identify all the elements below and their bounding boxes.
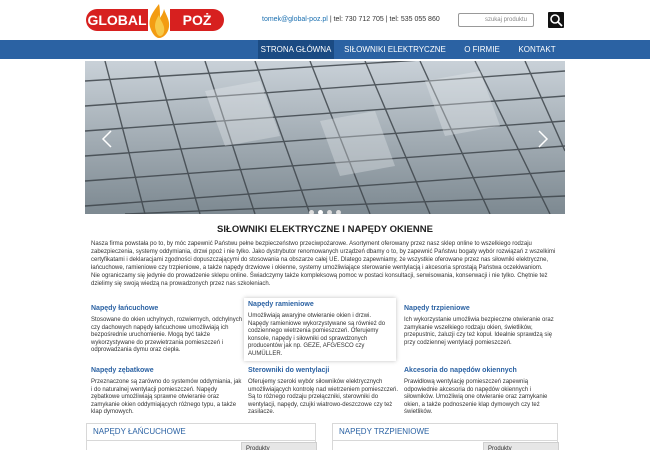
slider-dot[interactable]: [327, 210, 332, 214]
intro-paragraph: Nasza firma powstała po to, by móc zapewnić Państwu pełne bezpieczeństwo przeciwpożarowe. Asortyment oferowany przez nasz sklep online to wszelkiego rodzaju zabezpieczenia, systemy oddymiania, drzwi ppoż i nie tylko. Jako dystrybutor renomowanych urządzeń dbamy o to, by zapewnić Państwu bogaty wybór rozwiązań z wszelkimi certyfikatami i deklaracjami zgodności dopuszczającymi do stosowania na obszarze całej UE. Dlatego zapewniamy, że wszystkie oferowane przez nas siłowniki elektryczne, łańcuchowe, ramieniowe czy trzpieniowe, a także napędy drzwiowe i okienne, systemy umożliwiające sterowanie wentylacją i akcesoria sprostają Państwa oczekiwaniom.: [91, 241, 556, 272]
feature-title[interactable]: Napędy łańcuchowe: [91, 305, 159, 312]
panel-spindle-drives: [332, 423, 558, 450]
contact-line: [262, 16, 440, 23]
phone-1: | tel: 730 712 705 |: [329, 16, 388, 23]
panel-chain-drives: [86, 423, 316, 450]
feature-accessories: [404, 366, 556, 417]
feature-title[interactable]: Sterowniki do wentylacji: [248, 367, 330, 374]
feature-title[interactable]: Napędy zębatkowe: [91, 367, 154, 374]
feature-text: Oferujemy szeroki wybór siłowników elektrycznych umożliwiających kontrolę nad wietrzeniem pomieszczeń. Są to różnego rodzaju przełączniki, sterowniki do wentylacji, napędy, czujki wiatrowo-deszczowe czy też zasilacze.: [248, 379, 399, 416]
feature-text: Ich wykorzystanie umożliwia bezpieczne otwieranie oraz zamykanie wszelkiego rodzaju okien, świetlików, przepustnic, żaluzji czy też kopuł. Idealnie sprawdzą się przy codziennej wentylacji pomieszczeń.: [404, 317, 554, 346]
slider-dot[interactable]: [336, 210, 341, 214]
main-nav: [0, 40, 650, 59]
panel-title[interactable]: NAPĘDY TRZPIENIOWE: [339, 427, 430, 436]
feature-title[interactable]: Napędy ramieniowe: [248, 301, 314, 308]
feature-text: Umożliwiają awaryjne otwieranie okien i drzwi. Napędy ramieniowe wykorzystywane są również do codziennego wietrzenia pomieszczeń. Oferujemy konsole, napędy i siłowniki od sprawdzonych producentów jak np. GEZE, AFG/ESCO czy AUMÜLLER.: [248, 313, 386, 357]
slider-dot-active[interactable]: [318, 210, 323, 214]
nav-item-about[interactable]: O FIRMIE: [464, 45, 500, 54]
page-title: SIŁOWNIKI ELEKTRYCZNE I NAPĘDY OKIENNE: [217, 224, 433, 235]
nav-item-actuators[interactable]: SIŁOWNIKI ELEKTRYCZNE: [344, 45, 446, 54]
slider-dots: [85, 202, 565, 210]
feature-arm-drives: [244, 298, 396, 361]
products-tab[interactable]: Produkty: [241, 442, 317, 450]
feature-spindle-drives: [404, 304, 556, 347]
divider: [333, 440, 557, 441]
logo[interactable]: [86, 3, 224, 35]
logo-text-right: POŻ: [170, 9, 224, 31]
feature-chain-drives: [91, 304, 243, 355]
feature-title[interactable]: Napędy trzpieniowe: [404, 305, 470, 312]
intro-text: [91, 240, 557, 289]
slider-next-arrow[interactable]: [537, 129, 549, 149]
feature-ventilation-controllers: [248, 366, 400, 417]
divider: [87, 440, 315, 441]
feature-rack-drives: [91, 366, 243, 417]
header: [0, 0, 650, 40]
phone-2: tel: 535 055 860: [389, 16, 440, 23]
image-slider[interactable]: [85, 61, 565, 214]
search-button[interactable]: [548, 12, 564, 28]
nav-item-home[interactable]: STRONA GŁÓWNA: [258, 40, 334, 59]
intro-paragraph: Nie ograniczamy się jedynie do prowadzenie sklepu online. Świadczymy także kompleksową pomoc w postaci konsultacji, serwisowania, konserwacji i nie tylko. Chętnie też dzielimy się swoją wiedzą na prowadzonych przez nas szkoleniach.: [91, 273, 548, 288]
slider-dot[interactable]: [309, 210, 314, 214]
slider-image: [85, 61, 565, 214]
feature-text: Prawidłową wentylację pomieszczeń zapewnią odpowiednie akcesoria do napędów okiennych i siłowników. Umożliwią one otwieranie oraz zamykanie okien, a także podnoszenie klap dymowych czy też świetlików.: [404, 379, 548, 416]
panel-title[interactable]: NAPĘDY ŁAŃCUCHOWE: [93, 427, 186, 436]
feature-title[interactable]: Akcesoria do napędów okiennych: [404, 367, 517, 374]
feature-text: Stosowane do okien uchylnych, rozwiernych, odchylnych czy dachowych napędy łańcuchowe umożliwiają ich bezpośrednie uruchomienie. Mogą być także wykorzystywane do przewietrzania pomieszczeń i odprowadzania dymu oraz ciepła.: [91, 317, 243, 354]
logo-text-left: GLOBAL: [86, 9, 148, 31]
search-input[interactable]: szukaj produktu: [458, 13, 534, 27]
search-icon: [548, 12, 564, 28]
email-link[interactable]: tomek@global-poz.pl: [262, 16, 328, 23]
slider-prev-arrow[interactable]: [101, 129, 113, 149]
feature-text: Przeznaczone są zarówno do systemów oddymiania, jak i do naturalnej wentylacji pomieszczeń. Napędy zębatkowe umożliwiają sprawne otwieranie oraz zamykanie okien oddymiających różnego typu, a także klap dymowych.: [91, 379, 242, 416]
nav-item-contact[interactable]: KONTAKT: [518, 45, 556, 54]
products-tab[interactable]: Produkty: [483, 442, 559, 450]
